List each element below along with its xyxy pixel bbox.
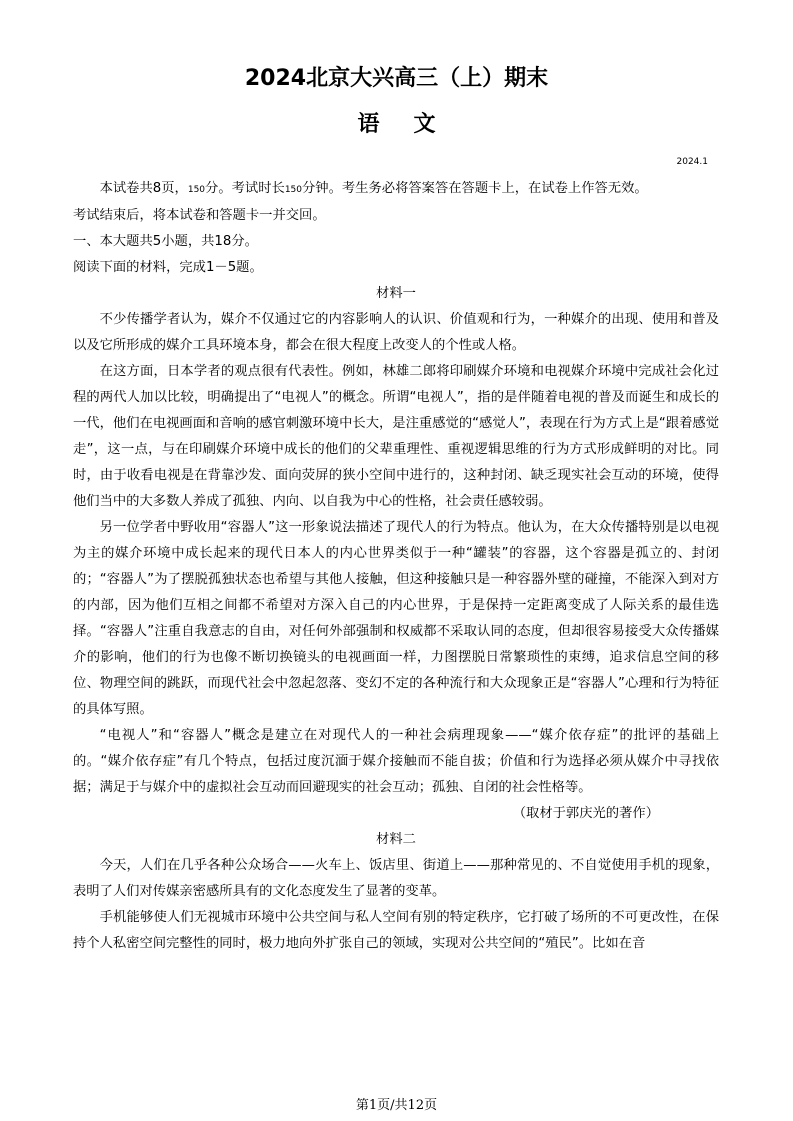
- exam-title: 2024北京大兴高三（上）期末: [244, 66, 549, 91]
- reading-instruction: 阅读下面的材料，完成1－5题。: [73, 260, 263, 275]
- material2-paragraph-1: 今天，人们在几乎各种公众场合——火车上、饭店里、街道上——那种常见的、不自觉使用手机的现象，表明了人们对传媒亲密感所具有的文化态度发生了显著的变革。: [73, 858, 719, 899]
- intro-text-c: 分钟。考生务必将答案答在答题卡上，在试卷上作答无效。: [302, 181, 648, 196]
- intro-time: 150: [284, 185, 302, 195]
- material1-source: （取材于郭庆光的著作）: [512, 806, 659, 821]
- material1-paragraph-4: “电视人”和“容器人”概念是建立在对现代人的一种社会病理现象——“媒介依存症”的批评的基础上的。“媒介依存症”有几个特点，包括过度沉湎于媒介接触而不能自拔；价值和行为选择必须从媒介中寻找依据；满足于与媒介中的虚拟社会互动而回避现实的社会互动；孤独、自闭的社会性格等。: [73, 728, 719, 795]
- section-heading: 一、本大题共5小题，共18分。: [73, 234, 258, 249]
- material1-paragraph-1: 不少传播学者认为，媒介不仅通过它的内容影响人的认识、价值观和行为，一种媒介的出现、使用和普及以及它所形成的媒介工具环境本身，都会在很大程度上改变人的个性或人格。: [73, 312, 719, 353]
- exam-body: [73, 176, 719, 957]
- subject-title: 语文: [357, 112, 470, 137]
- material1-paragraph-3: 另一位学者中野收用“容器人”这一形象说法描述了现代人的行为特点。他认为，在大众传播特别是以电视为主的媒介环境中成长起来的现代日本人的内心世界类似于一种“罐装”的容器，这个容器是孤立的、封闭的；“容器人”为了摆脱孤独状态也希望与其他人接触，但这种接触只是一种容器外壁的碰撞，不能深入到对方的内部，因为他们互相之间都不希望对方深入自己的内心世界，于是保持一定距离变成了人际关系的最佳选择。“容器人”注重自我意志的自由，对任何外部强制和权威都不采取认同的态度，但却很容易接受大众传播媒介的影响，他们的行为也像不断切换镜头的电视画面一样，力图摆脱日常繁琐性的束缚，追求信息空间的移位、物理空间的跳跃，而现代社会中忽起忽落、变幻不定的各种流行和大众现象正是“容器人”心理和行为特征的具体写照。: [73, 520, 719, 717]
- intro-score: 150: [187, 185, 206, 195]
- intro-line-2: 考试结束后，将本试卷和答题卡一并交回。: [73, 208, 326, 223]
- material2-heading: 材料二: [376, 832, 416, 847]
- intro-line-1: [73, 176, 719, 203]
- intro-text-b: 分。考试时长: [205, 181, 285, 196]
- exam-date: 2024.1: [676, 157, 708, 167]
- page-footer: 第1页/共12页: [355, 1098, 438, 1113]
- material1-paragraph-2: 在这方面，日本学者的观点很有代表性。例如，林雄二郎将印刷媒介环境和电视媒介环境中完成社会化过程的两代人加以比较，明确提出了“电视人”的概念。所谓“电视人”，指的是伴随着电视的普及而诞生和成长的一代，他们在电视画面和音响的感官刺激环境中长大，是注重感觉的“感觉人”，表现在行为方式上是“跟着感觉走”，这一点，与在印刷媒介环境中成长的他们的父辈重理性、重视逻辑思维的行为方式形成鲜明的对比。同时，由于收看电视是在背靠沙发、面向荧屏的狭小空间中进行的，这种封闭、缺乏现实社会互动的环境，使得他们当中的大多数人养成了孤独、内向、以自我为中心的性格，社会责任感较弱。: [73, 364, 719, 509]
- material1-heading: 材料一: [376, 286, 416, 301]
- intro-text-a: 本试卷共8页，: [99, 181, 188, 196]
- material2-paragraph-2: 手机能够使人们无视城市环境中公共空间与私人空间有别的特定秩序，它打破了场所的不可更改性，在保持个人私密空间完整性的同时，极力地向外扩张自己的领域，实现对公共空间的“殖民”。比如在音: [73, 910, 719, 951]
